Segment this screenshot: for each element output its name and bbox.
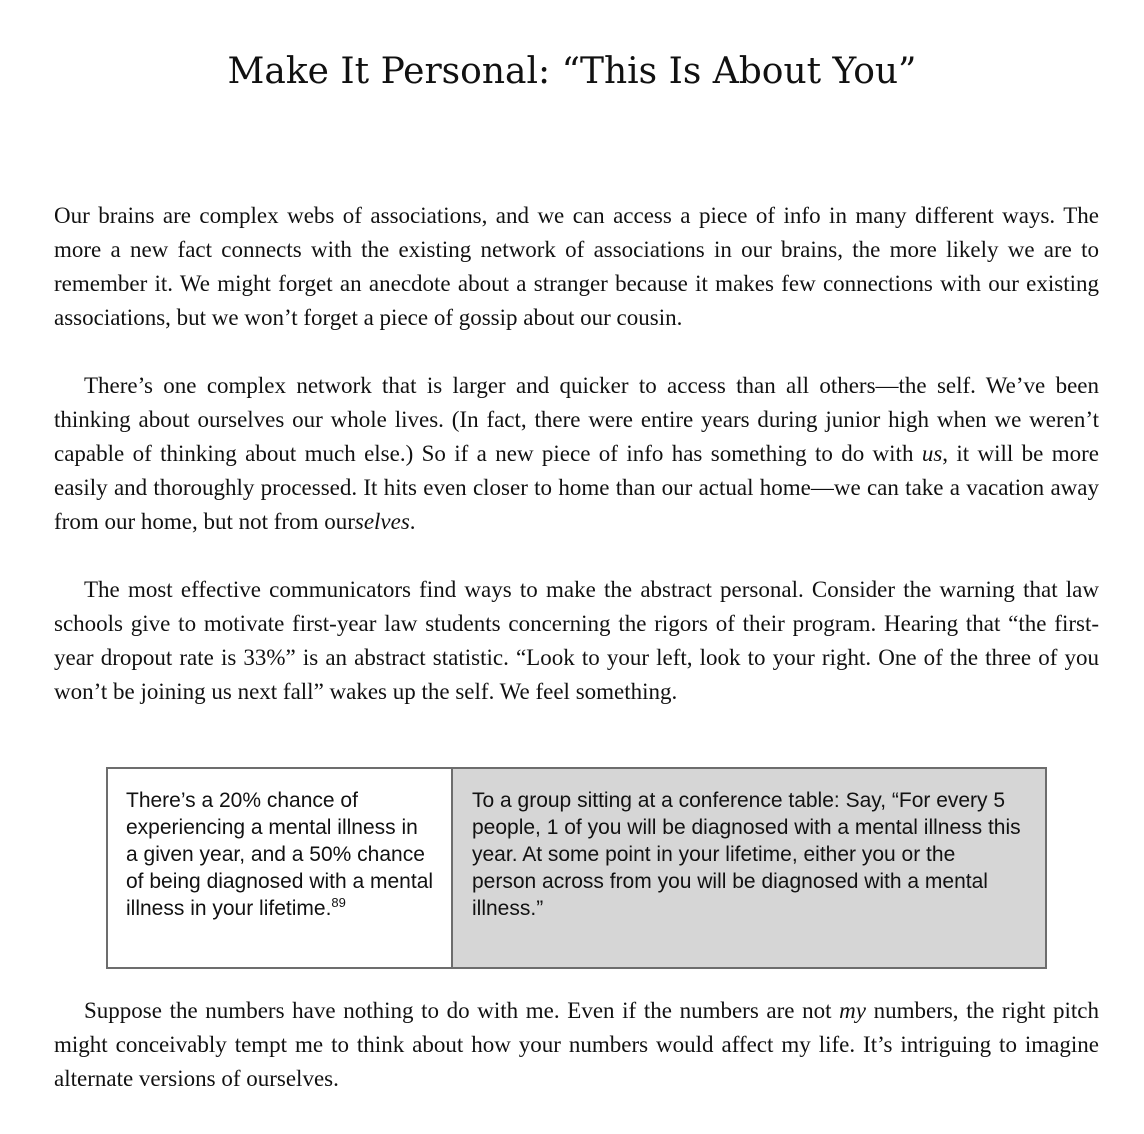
paragraph-3-text: The most effective communicators find ways to make the abstract personal. Consider the warning that law schools give to motivate first-year law students concerning the rigors of their program. Hearing that “the first-year dropout rate is 33%” is an abstract statistic. “Look to your left, look to your right. One of the three of you won’t be joining us next fall” wakes up the self. We feel something. xyxy=(54,577,1099,704)
paragraph-2-part-c: . xyxy=(409,509,416,534)
paragraph-2-emphasis-selves: selves xyxy=(354,509,410,534)
paragraph-1-text: Our brains are complex webs of associations, and we can access a piece of info in many different ways. The more a new fact connects with the existing network of associations in our brains, the more likely we are to remember it. We might forget an anecdote about a stranger because it makes few connections with our existing associations, but we won’t forget a piece of gossip about our cousin. xyxy=(54,203,1099,330)
comparison-table xyxy=(106,767,1047,969)
paragraph-2 xyxy=(54,369,1099,539)
page-title: Make It Personal: “This Is About You” xyxy=(227,51,917,92)
paragraph-2-part-a: There’s one complex network that is larger and quicker to access than all others—the self. We’ve been thinking about ourselves our whole lives. (In fact, there were entire years during junior high when we weren’t capable of thinking about much else.) So if a new piece of info has something to do with xyxy=(54,373,1099,466)
paragraph-4 xyxy=(54,994,1099,1096)
paragraph-1 xyxy=(54,199,1099,335)
comparison-cell-abstract xyxy=(108,769,453,967)
paragraph-2-text xyxy=(54,369,1099,539)
paragraph-4-text xyxy=(54,994,1099,1096)
comparison-left-text: There’s a 20% chance of experiencing a mental illness in a given year, and a 50% chance of being diagnosed with a mental illness in your lifetime. xyxy=(126,789,434,920)
paragraph-2-part-b: , it will be more easily and thoroughly processed. It hits even closer to home than our actual home—we can take a vacation away from our home, but not from our xyxy=(54,441,1099,534)
paragraph-4-part-b: numbers, the right pitch might conceivably tempt me to think about how your numbers would affect my life. It’s intriguing to imagine alternate versions of ourselves. xyxy=(54,998,1099,1091)
footnote-marker: 89 xyxy=(331,895,346,910)
paragraph-4-part-a: Suppose the numbers have nothing to do with me. Even if the numbers are not xyxy=(84,998,840,1023)
comparison-right-text: To a group sitting at a conference table: Say, “For every 5 people, 1 of you will be diagnosed with a mental illness this year. At some point in your lifetime, either you or the person across from you will be diagnosed with a mental illness.” xyxy=(472,789,1021,920)
paragraph-3 xyxy=(54,573,1099,709)
comparison-cell-personal xyxy=(453,769,1045,967)
paragraph-4-emphasis-my: my xyxy=(839,998,866,1023)
paragraph-2-emphasis-us: us xyxy=(921,441,943,466)
